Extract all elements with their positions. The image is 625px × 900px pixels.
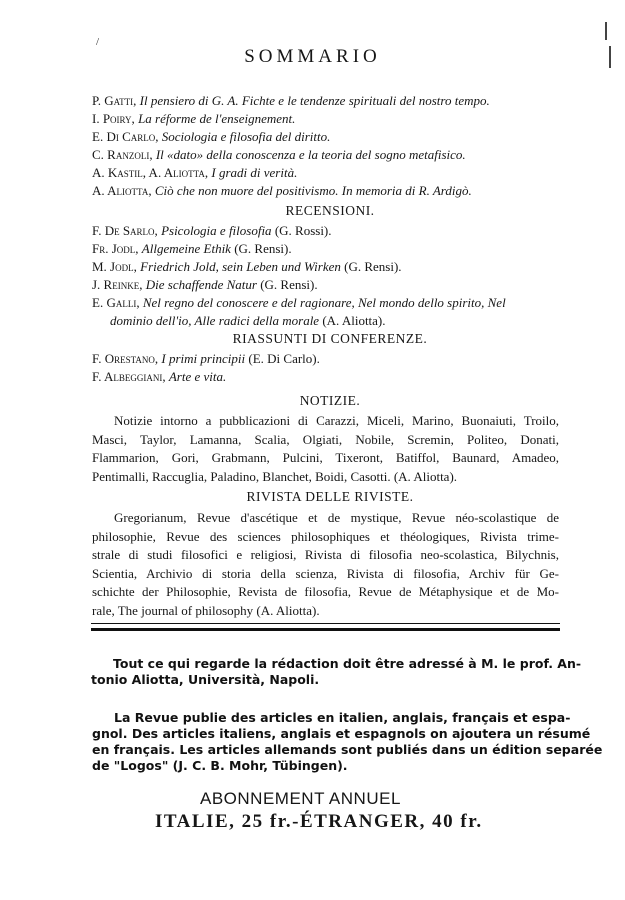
article-entry [92,110,295,127]
article-title: La réforme de l'enseignement. [138,111,296,126]
article-entry [92,92,490,109]
article-title: Il «dato» della conoscenza e la teoria del sogno metafisico. [155,147,466,162]
divider-thick [91,628,560,631]
review-reviewer: (G. Rossi). [274,223,332,238]
article-entry [92,128,330,145]
riviste-line: philosophie, Revue des sciences philosophiques et théologiques, Rivista trime- [92,528,559,544]
review-author: F. De Sarlo, [92,223,158,238]
review-entry [92,240,292,257]
page-title: SOMMARIO [244,46,381,67]
notizie-line: Masci, Taylor, Lamanna, Scalia, Olgiati, Nobile, Scremin, Politeo, Donati, [92,431,559,447]
article-author: A. Aliotta, [92,183,152,198]
review-title: Nel regno del conoscere e del ragionare, Nel mondo dello spirito, Nel [142,295,506,310]
subscription-title: ABONNEMENT ANNUEL [200,789,401,808]
article-author: I. Poiry, [92,111,135,126]
review-title: Psicologia e filosofia [161,223,272,238]
review-title: Friedrich Jold, sein Leben und Wirken [140,259,341,274]
article-author: A. Kastil, A. Aliotta, [92,165,209,180]
review-title: Allgemeine Ethik [141,241,231,256]
review-entry [92,258,402,275]
article-author: P. Gatti, [92,93,137,108]
summary-author: F. Albeggiani, [92,369,166,384]
notice-line: de "Logos" (J. C. B. Mohr, Tübingen). [92,758,348,773]
divider-thin [91,623,560,624]
summary-title: I primi principii [161,351,246,366]
notice-line: Tout ce qui regarde la rédaction doit être adressé à M. le prof. An- [113,656,582,671]
review-author: E. Galli, [92,295,140,310]
review-reviewer: (G. Rensi). [234,241,292,256]
notice-line: tonio Aliotta, Università, Napoli. [91,672,320,687]
subscription-price: ITALIE, 25 fr.-ÉTRANGER, 40 fr. [155,811,483,832]
notizie-paragraph [92,412,559,486]
scan-edge [605,22,607,40]
review-entry [92,222,332,239]
notizie-line: Pentimalli, Raccuglia, Paladino, Blanchet, Boidi, Casotti. (A. Aliotta). [92,468,458,484]
riviste-line: schichte der Philosophie, Revista de filosofia, Revue de Métaphysique et de Mo- [92,584,559,599]
summary-author: F. Orestano, [92,351,159,366]
article-title: Il pensiero di G. A. Fichte e le tendenze spirituali del nostro tempo. [139,93,490,108]
notizie-line: Notizie intorno a pubblicazioni di Carazzi, Miceli, Marino, Buonaiuti, Troilo, [114,413,559,428]
article-title: Sociologia e filosofia del diritto. [161,129,331,144]
riviste-paragraph [92,509,559,620]
scan-mark: / [96,36,100,48]
article-author: C. Ranzoli, [92,147,153,162]
review-entry-continuation [110,312,386,329]
article-title: Ciò che non muore del positivismo. In memoria di R. Ardigò. [154,183,472,198]
review-reviewer: (G. Rensi). [260,277,318,292]
summary-entry [92,368,226,385]
notizie-line: Flammarion, Gori, Grabmann, Pulcini, Tixeront, Batiffol, Baunard, Amadeo, [92,450,559,465]
review-reviewer: (A. Aliotta). [322,313,386,328]
article-entry [92,182,472,199]
riviste-line: Gregorianum, Revue d'ascétique et de mystique, Revue néo-scolastique de [114,510,559,525]
review-author: Fr. Jodl, [92,241,139,256]
section-heading-notizie: NOTIZIE. [299,393,361,408]
riviste-line: Scientia, Archivio di storia della scienza, Rivista di filosofia, Archiv für Ge- [92,565,559,581]
article-entry [92,164,297,181]
section-heading-recensioni: RECENSIONI. [285,203,375,218]
section-heading-riassunti: RIASSUNTI DI CONFERENZE. [232,331,428,346]
article-entry [92,146,466,163]
riviste-line: strale di studi filosofici e religiosi, Rivista di filosofia neo-scolastica, Bilychnis, [92,547,559,562]
summary-title: Arte e vita. [168,369,227,384]
review-entry [92,276,318,293]
review-author: J. Reinke, [92,277,143,292]
notice-line: gnol. Des articles italiens, anglais et espagnols on ajoutera un résumé [92,726,591,741]
review-author: M. Jodl, [92,259,137,274]
review-title: Die schaffende Natur [145,277,257,292]
summary-entry [92,350,320,367]
article-author: E. Di Carlo, [92,129,159,144]
section-heading-riviste: RIVISTA DELLE RIVISTE. [246,489,414,504]
notice-line: La Revue publie des articles en italien, anglais, français et espa- [114,710,571,725]
article-title: I gradi di verità. [211,165,298,180]
notice-languages [92,710,603,774]
summary-reviewer: (E. Di Carlo). [248,351,320,366]
riviste-line: rale, The journal of philosophy (A. Aliotta). [92,602,320,618]
notice-line: en français. Les articles allemands sont publiés dans un édition separée [92,742,603,757]
review-title: dominio dell'io, Alle radici della morale [110,313,320,328]
notice-redaction [91,656,582,688]
review-entry [92,294,506,311]
review-reviewer: (G. Rensi). [344,259,402,274]
